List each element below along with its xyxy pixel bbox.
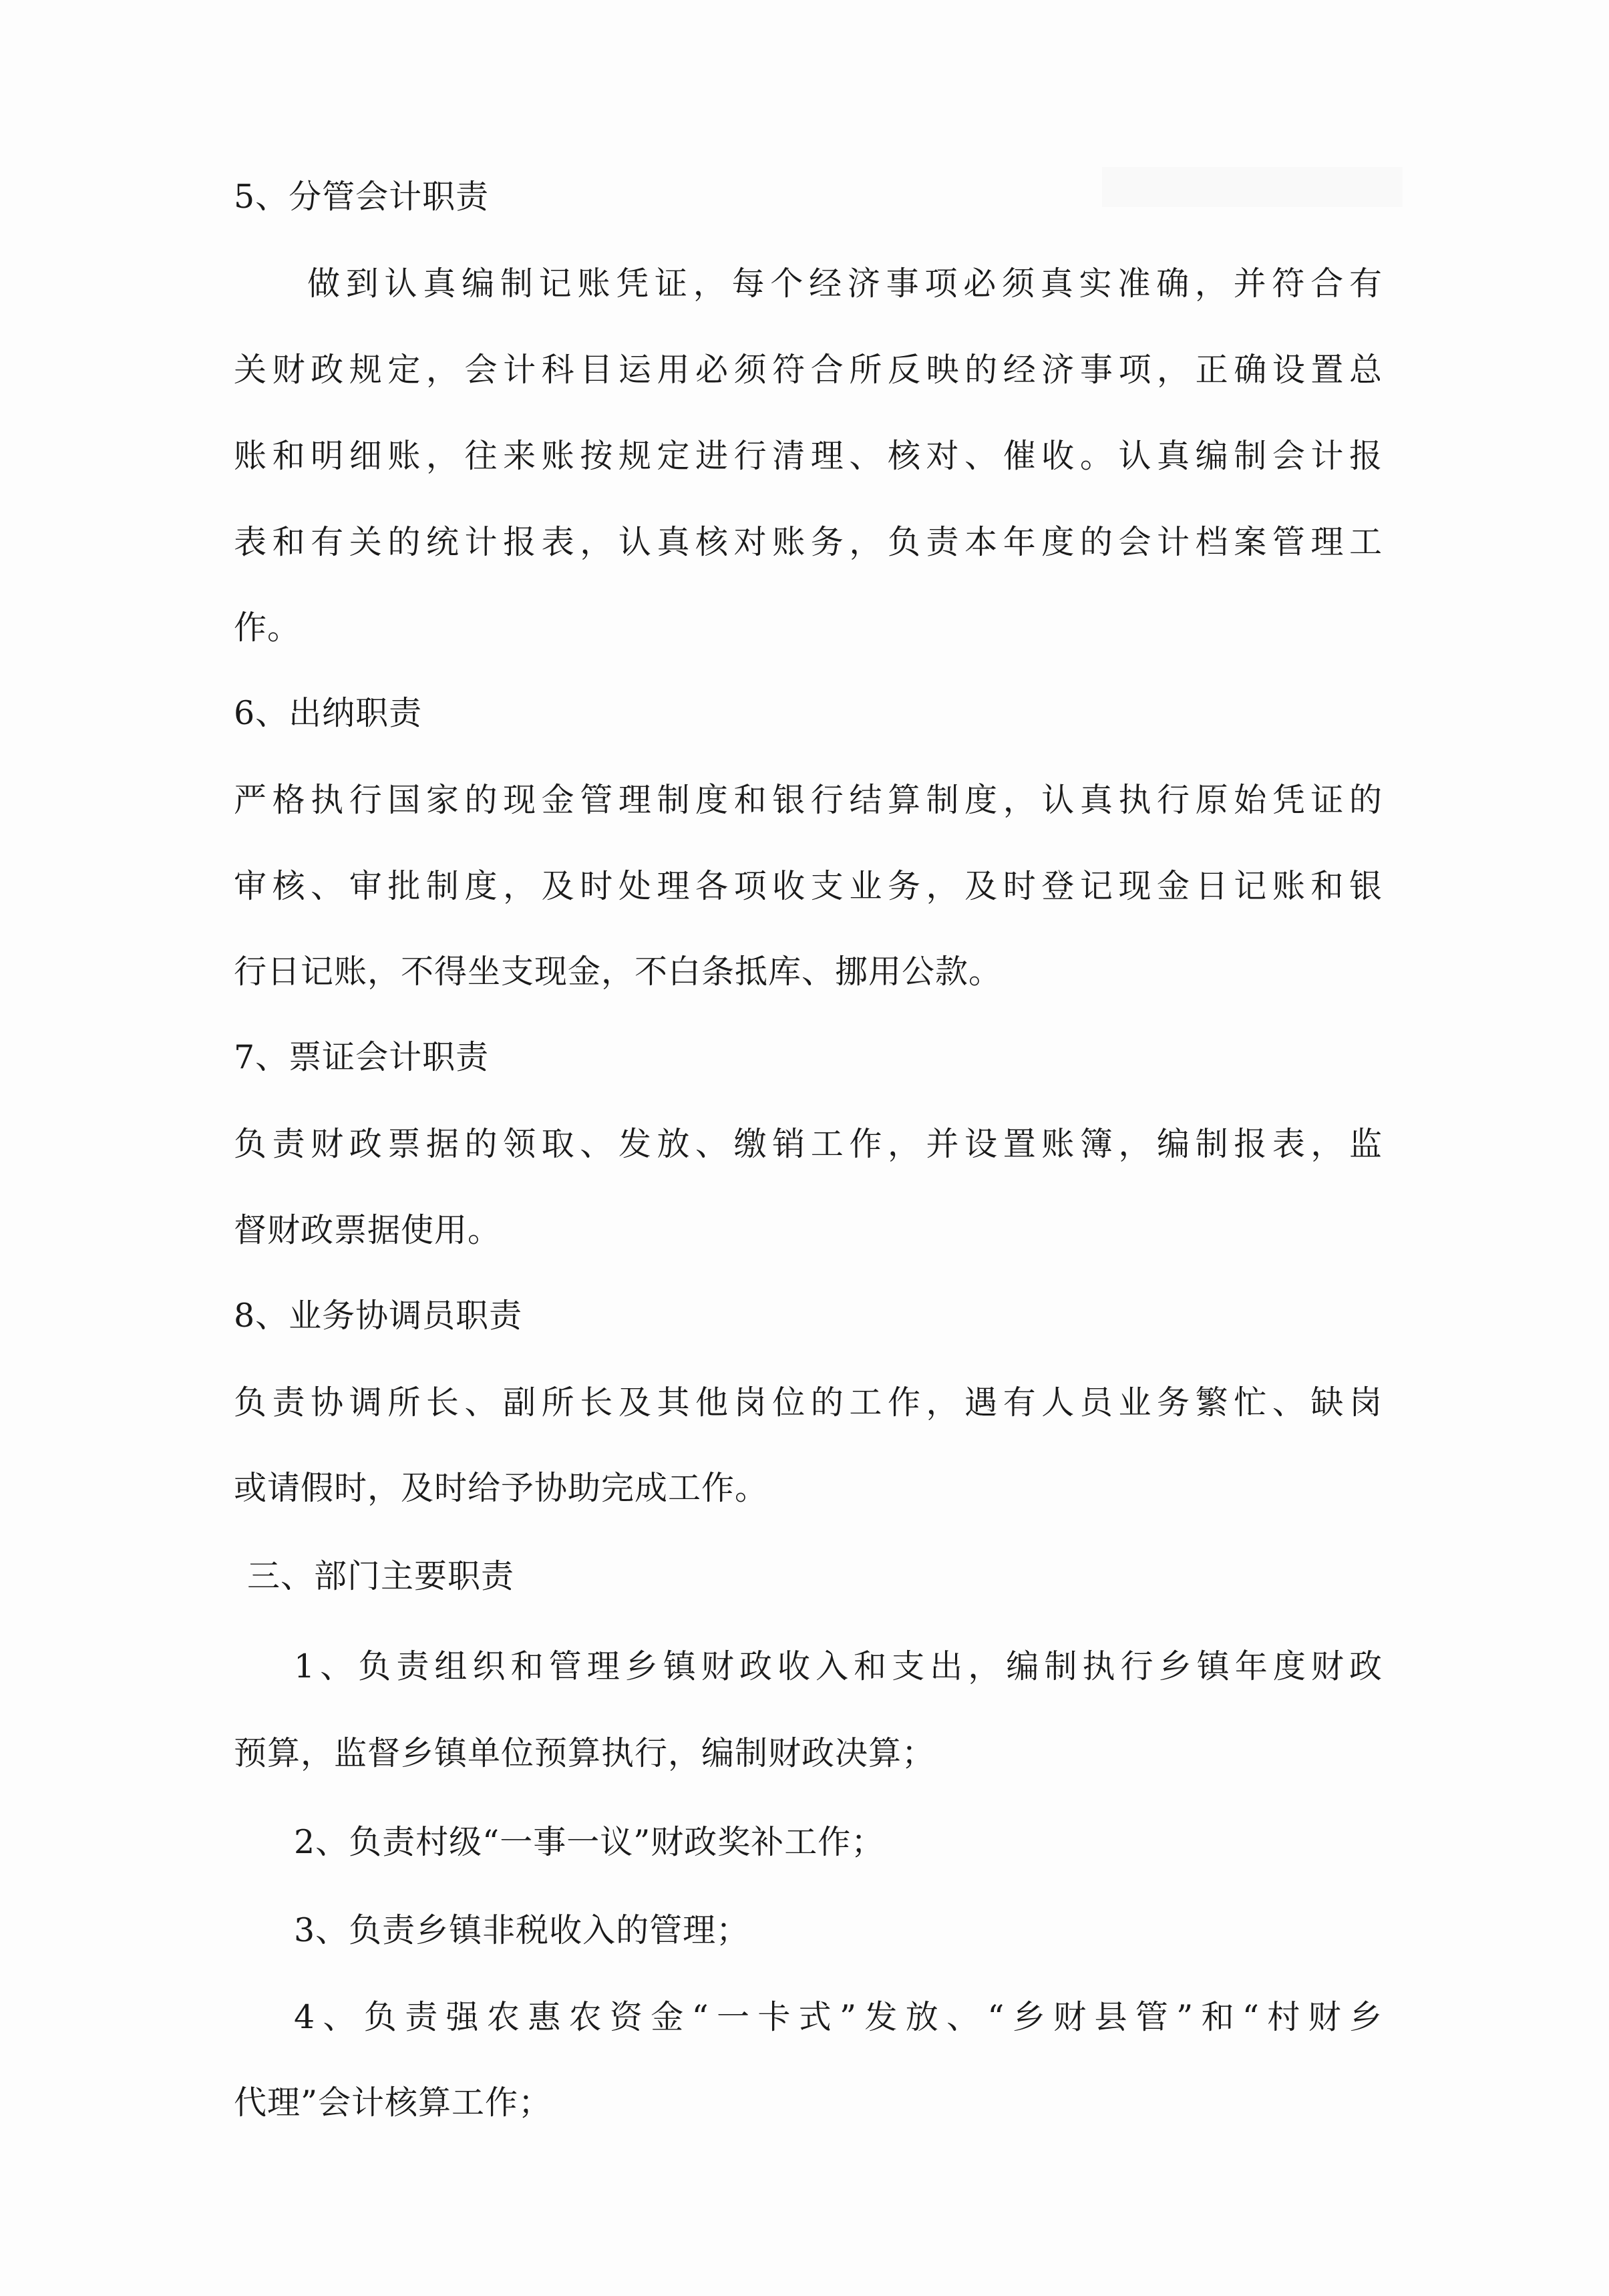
- paragraph-line: 账和明细账，往来账按规定进行清理、核对、催收。认真编制会计报: [234, 437, 1383, 475]
- section-heading-6: 6、出纳职责: [234, 694, 423, 732]
- paragraph-line: 行日记账，不得坐支现金，不白条抵库、挪用公款。: [234, 953, 1003, 991]
- paragraph-line: 负责协调所长、副所长及其他岗位的工作，遇有人员业务繁忙、缺岗: [234, 1383, 1383, 1422]
- section-heading-7: 7、票证会计职责: [234, 1038, 490, 1076]
- paragraph-line: 负责财政票据的领取、发放、缴销工作，并设置账簿，编制报表，监: [234, 1125, 1383, 1163]
- paragraph-line: 做到认真编制记账凭证，每个经济事项必须真实准确，并符合有: [307, 265, 1383, 303]
- paragraph-line: 关财政规定，会计科目运用必须符合所反映的经济事项，正确设置总: [234, 351, 1383, 389]
- paragraph-line: 作。: [234, 609, 301, 647]
- scan-bleed-through: [1102, 167, 1403, 207]
- paragraph-line: 预算，监督乡镇单位预算执行，编制财政决算；: [234, 1734, 936, 1772]
- paragraph-line: 代理”会计核算工作；: [234, 2084, 552, 2122]
- paragraph-line: 表和有关的统计报表，认真核对账务，负责本年度的会计档案管理工: [234, 523, 1383, 561]
- paragraph-line: 或请假时，及时给予协助完成工作。: [234, 1469, 769, 1507]
- paragraph-line: 严格执行国家的现金管理制度和银行结算制度，认真执行原始凭证的: [234, 781, 1383, 819]
- paragraph-line: 2、负责村级“一事一议”财政奖补工作；: [294, 1823, 885, 1861]
- paragraph-line: 审核、审批制度，及时处理各项收支业务，及时登记现金日记账和银: [234, 867, 1383, 905]
- paragraph-line: 4、负责强农惠农资金“一卡式”发放、“乡财县管”和“村财乡: [294, 1998, 1383, 2036]
- section-heading-8: 8、业务协调员职责: [234, 1297, 523, 1335]
- section-heading-5: 5、分管会计职责: [234, 178, 490, 216]
- section-heading-3: 三、部门主要职责: [247, 1557, 515, 1595]
- paragraph-line: 3、负责乡镇非税收入的管理；: [294, 1911, 750, 1949]
- paragraph-line: 1、负责组织和管理乡镇财政收入和支出，编制执行乡镇年度财政: [294, 1647, 1383, 1685]
- paragraph-line: 督财政票据使用。: [234, 1211, 502, 1249]
